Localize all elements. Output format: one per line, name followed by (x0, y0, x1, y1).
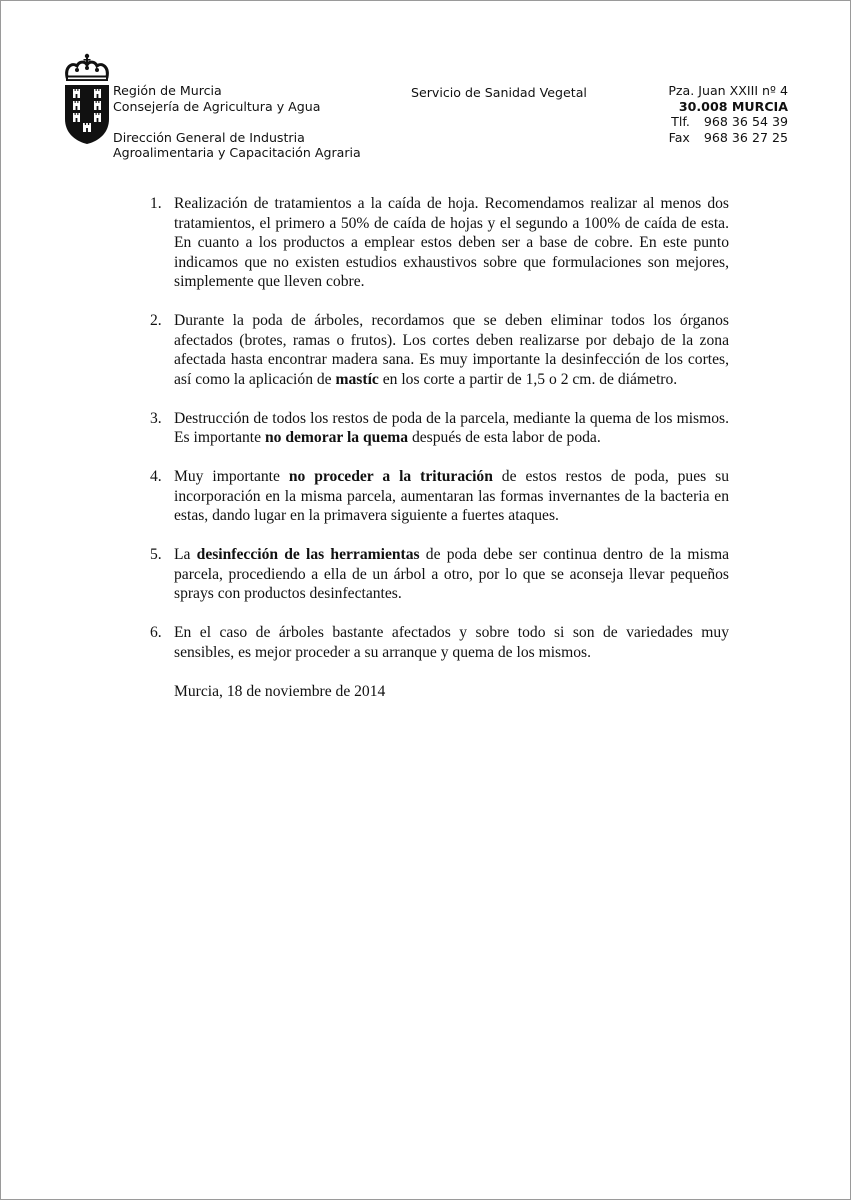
region-murcia-crest-icon (63, 53, 111, 145)
org-directorate-line2: Agroalimentaria y Capacitación Agraria (113, 145, 361, 160)
list-item (147, 409, 729, 448)
item-number: 4. (150, 468, 162, 485)
item-number: 5. (150, 546, 162, 563)
recommendations-list (147, 194, 729, 701)
fax-number: 968 36 27 25 (703, 129, 788, 145)
phone-label: Tlf. (671, 114, 690, 129)
street-address: Pza. Juan XXIII nº 4 (668, 83, 788, 98)
item-text (174, 545, 729, 604)
item-text (174, 409, 729, 448)
fax-label: Fax (668, 129, 690, 145)
service-name: Servicio de Sanidad Vegetal (411, 85, 587, 100)
organization-block (113, 83, 361, 161)
org-department: Consejería de Agricultura y Agua (113, 98, 321, 114)
item-text: En el caso de árboles bastante afectados y sobre todo si son de variedades muy sensibles, es mejor proceder a su arranque y quema de los mismos. (174, 624, 729, 661)
phone-number: 968 36 54 39 (703, 114, 788, 129)
list-item (147, 194, 729, 292)
item-number: 1. (150, 195, 162, 212)
fax-line (668, 130, 788, 146)
item-text (174, 467, 729, 526)
item-number: 3. (150, 409, 162, 427)
list-item (147, 467, 729, 526)
item-text-bold: mastíc (335, 370, 379, 388)
postal-city: 30.008 MURCIA (678, 98, 788, 114)
item-text-pre: Destrucción de todos los restos de poda de la parcela, mediante la quema de los mismos. Es importante (174, 409, 729, 446)
address-block (668, 83, 788, 145)
item-text-pre: Muy importante (174, 468, 289, 485)
phone-line (668, 114, 788, 130)
list-item (147, 623, 729, 662)
item-text (174, 311, 729, 389)
item-text-bold: no proceder a la trituración (288, 468, 493, 485)
item-text-post: en los corte a partir de 1,5 o 2 cm. de diámetro. (378, 370, 678, 388)
item-text-post: después de esta labor de poda. (408, 429, 601, 446)
org-region: Región de Murcia (113, 83, 222, 98)
item-text-pre: La (174, 546, 197, 563)
org-directorate-line1: Dirección General de Industria (113, 129, 305, 145)
list-item (147, 311, 729, 389)
item-text-bold: no demorar la quema (264, 429, 409, 446)
item-number: 2. (150, 312, 162, 329)
item-number: 6. (150, 624, 162, 641)
item-text-post: de estos restos de poda, pues su incorporación en la misma parcela, aumentaran las formas invernantes de la bacteria en estas, dando lugar en la primavera siguiente a fuertes ataques. (174, 468, 730, 524)
item-text-bold: desinfección de las herramientas (196, 546, 420, 563)
item-text: Realización de tratamientos a la caída de hoja. Recomendamos realizar al menos dos tratamientos, el primero a 50% de caída de hojas y el segundo a 100% de caída de esta. En cuanto a los productos a emplear estos deben ser a base de cobre. En este punto indicamos que no existen estudios exhaustivos sobre que formulaciones son mejores, simplemente que lleven cobre. (174, 195, 729, 290)
item-text-pre: Durante la poda de árboles, recordamos que se deben eliminar todos los órganos afectados (brotes, ramas o frutos). Los cortes deben realizarse por debajo de la zona afectada hasta encontrar madera sana. Es muy importante la desinfección de los cortes, así como la aplicación de (174, 312, 729, 388)
list-item (147, 545, 729, 604)
item-text-post: de poda debe ser continua dentro de la misma parcela, procediendo a ella de un árbol a otro, por lo que se aconseja llevar pequeños sprays con productos desinfectantes. (174, 546, 729, 602)
document-date: Murcia, 18 de noviembre de 2014 (174, 682, 386, 700)
